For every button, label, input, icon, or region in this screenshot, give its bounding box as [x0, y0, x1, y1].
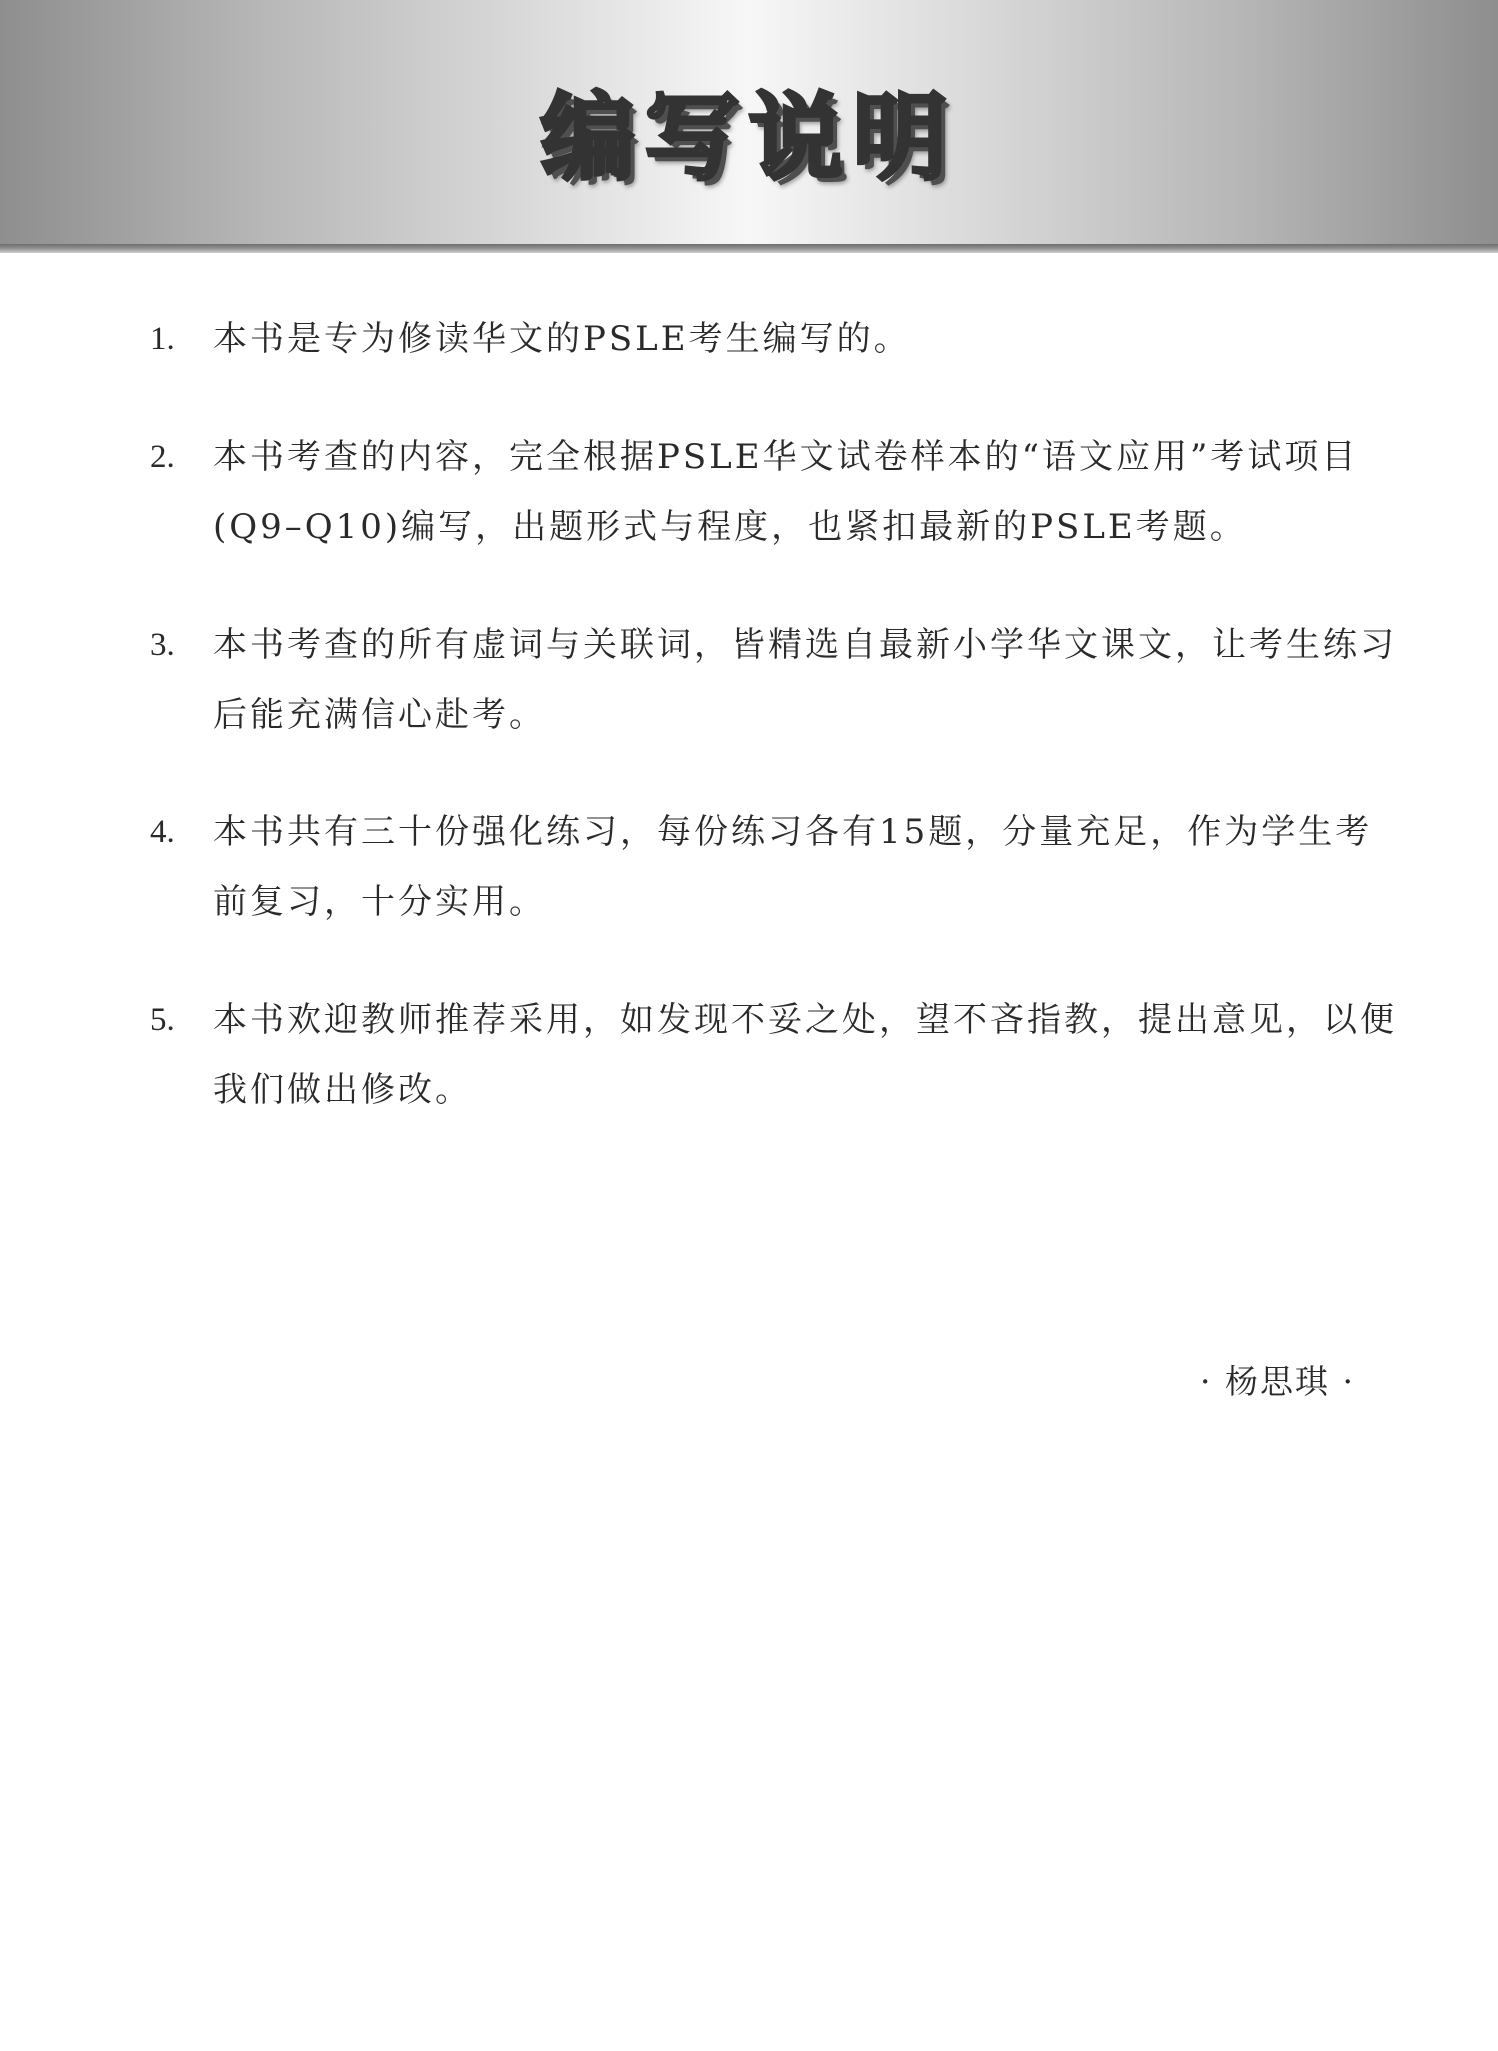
page-title: 编写说明: [540, 84, 957, 193]
author-signature: · 杨思琪 ·: [1200, 1362, 1355, 1401]
item-text: 本书考查的内容，完全根据PSLE华文试卷样本的“语文应用”考试项目(Q9–Q10)编写，出题形式与程度，也紧扣最新的PSLE考题。: [213, 437, 1359, 547]
item-number: 1.: [150, 321, 175, 357]
item-text: 本书共有三十份强化练习，每份练习各有15题，分量充足，作为学生考前复习，十分实用。: [213, 812, 1373, 922]
item-text: 本书考查的所有虚词与关联词，皆精选自最新小学华文课文，让考生练习后能充满信心赴考。: [213, 625, 1397, 735]
item-text: 本书欢迎教师推荐采用，如发现不妥之处，望不吝指教，提出意见，以便我们做出修改。: [213, 1000, 1397, 1110]
item-number: 4.: [150, 814, 175, 850]
item-number: 2.: [150, 439, 175, 475]
item-number: 5.: [150, 1002, 175, 1038]
item-text: 本书是专为修读华文的PSLE考生编写的。: [213, 319, 911, 359]
item-number: 3.: [150, 627, 175, 663]
